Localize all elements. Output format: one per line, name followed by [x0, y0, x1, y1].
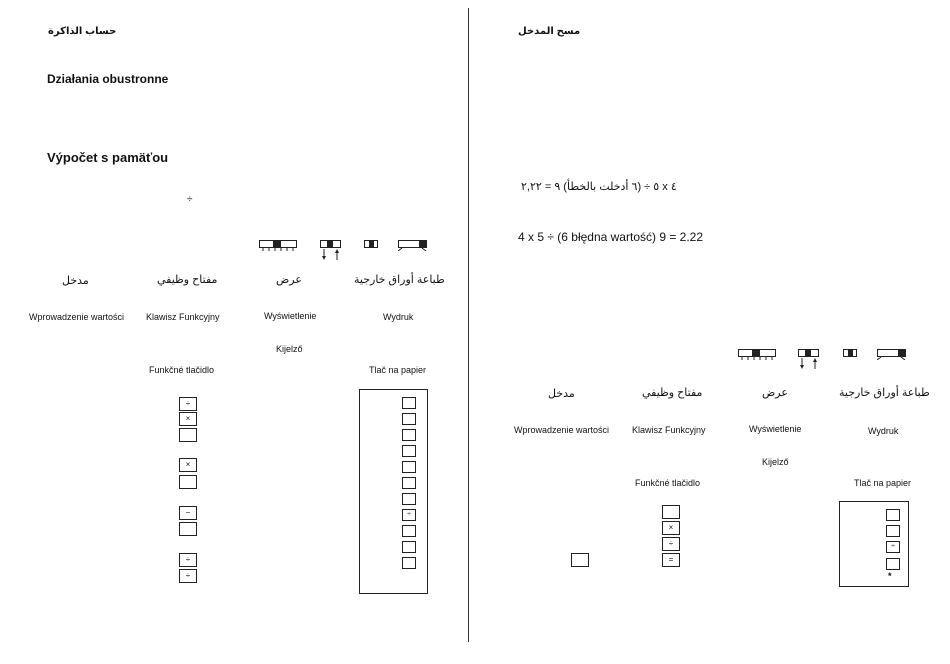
right-paper-tape	[839, 501, 909, 587]
paper-line	[402, 525, 416, 537]
left-header-ar-function-key: مفتاح وظيفي	[157, 274, 218, 286]
key-minus: −	[179, 506, 197, 520]
right-example-ar: ٤ x ٥ ÷ (٦ أدخلت بالخطأ) ٩ = ٢,٢٢	[521, 181, 677, 193]
display-mode-icon	[738, 348, 778, 360]
left-header-ar-input: مدخل	[62, 275, 89, 287]
key-divide: ÷	[662, 537, 680, 551]
right-header-pl-print: Wydruk	[868, 426, 899, 436]
key-equals: =	[662, 553, 680, 567]
right-title-ar: مسح المدخل	[518, 26, 581, 37]
right-header-ar-function-key: مفتاح وظيفي	[642, 387, 703, 399]
right-example-pl: 4 x 5 ÷ (6 błędna wartość) 9 = 2.22	[518, 230, 704, 244]
input-value-box	[571, 553, 589, 567]
right-header-ar-input: مدخل	[548, 388, 575, 400]
key-multiply: ×	[662, 521, 680, 535]
left-header-pl-display: Wyświetlenie	[264, 311, 317, 321]
paper-line	[402, 429, 416, 441]
key-blank	[179, 428, 197, 442]
paper-line	[402, 557, 416, 569]
paper-line	[402, 541, 416, 553]
small-mode-icon	[364, 239, 380, 249]
right-header-hu-display: Kijelző	[762, 457, 789, 467]
left-header-ar-print: طباعة أوراق خارجية	[354, 274, 445, 286]
paper-line: ÷	[886, 541, 900, 553]
arrows-mode-icon	[320, 239, 342, 261]
printer-mode-icon	[398, 239, 428, 251]
right-header-pl-function-key: Klawisz Funkcyjny	[632, 425, 706, 435]
left-header-pl-print: Wydruk	[383, 312, 414, 322]
right-header-ar-display: عرض	[762, 387, 788, 399]
left-title-ar: حساب الذاكرة	[48, 26, 117, 37]
key-multiply: ×	[179, 412, 197, 426]
paper-asterisk: *	[888, 571, 892, 581]
printer-mode-icon	[877, 348, 907, 360]
paper-line	[402, 477, 416, 489]
paper-line	[886, 525, 900, 537]
arrows-mode-icon	[798, 348, 820, 370]
left-title-pl: Działania obustronne	[47, 72, 169, 86]
left-header-pl-input: Wprowadzenie wartości	[29, 312, 125, 322]
left-title-sk: Výpočet s pamäťou	[47, 150, 169, 165]
right-header-sk-function-key: Funkčné tlačidlo	[635, 478, 701, 488]
key-blank	[179, 475, 197, 489]
paper-line	[402, 445, 416, 457]
paper-line	[402, 413, 416, 425]
paper-line	[886, 558, 900, 570]
right-header-ar-print: طباعة أوراق خارجية	[839, 387, 930, 399]
key-divide: ÷	[179, 553, 197, 567]
paper-line	[402, 461, 416, 473]
small-mode-icon	[843, 348, 859, 358]
left-header-ar-display: عرض	[276, 274, 302, 286]
key-blank	[662, 505, 680, 519]
display-mode-icon	[259, 239, 299, 251]
paper-line	[402, 397, 416, 409]
key-blank	[179, 522, 197, 536]
key-divide: ÷	[179, 397, 197, 411]
right-header-sk-print: Tlač na papier	[854, 478, 912, 488]
page-divider	[468, 8, 469, 642]
right-header-pl-input: Wprowadzenie wartości	[514, 425, 610, 435]
left-header-hu-display: Kijelző	[276, 344, 303, 354]
left-divide-symbol: ÷	[187, 194, 193, 205]
paper-line: ÷	[402, 509, 416, 521]
paper-line	[886, 509, 900, 521]
left-header-sk-print: Tlač na papier	[369, 365, 427, 375]
left-header-sk-function-key: Funkčné tlačidlo	[149, 365, 215, 375]
right-header-pl-display: Wyświetlenie	[749, 424, 802, 434]
key-divide: ÷	[179, 569, 197, 583]
left-paper-tape	[359, 389, 428, 594]
key-multiply: ×	[179, 458, 197, 472]
left-header-pl-function-key: Klawisz Funkcyjny	[146, 312, 220, 322]
paper-line	[402, 493, 416, 505]
